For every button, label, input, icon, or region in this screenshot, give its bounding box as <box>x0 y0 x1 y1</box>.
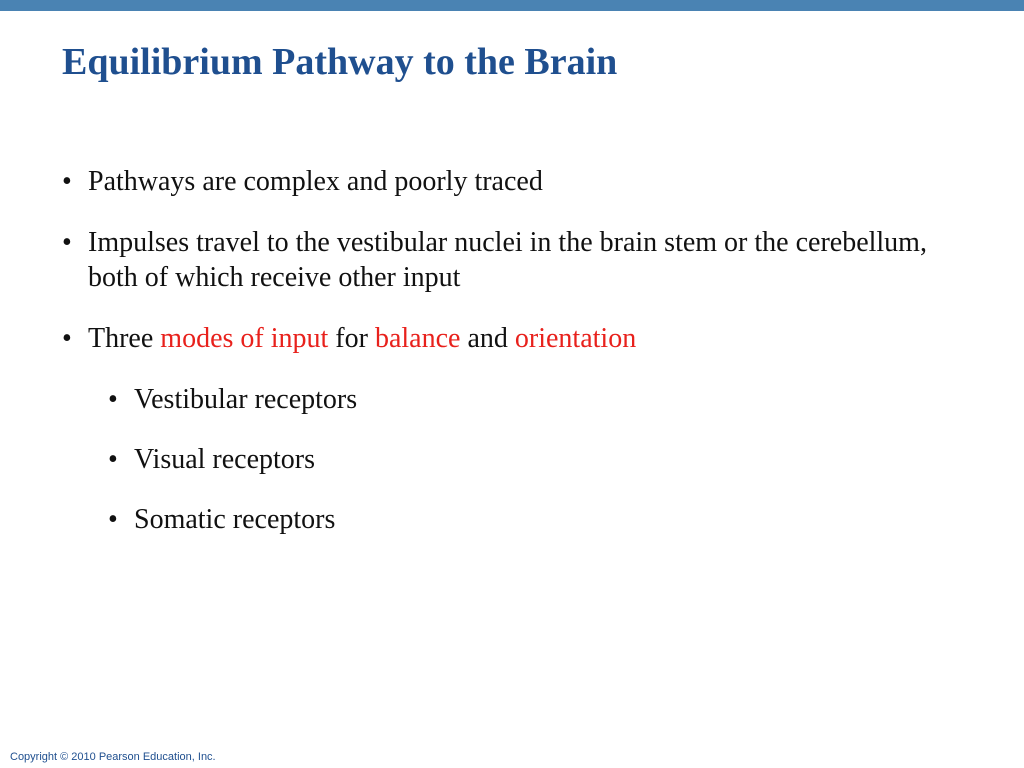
bullet-text: Impulses travel to the vestibular nuclei in the brain stem or the cerebellum, both of which receive other input <box>88 227 927 293</box>
bullet-text-plain: for <box>328 323 375 354</box>
sub-bullet-item <box>108 382 962 417</box>
highlight-orientation: orientation <box>514 323 637 354</box>
bullet-item <box>62 321 962 356</box>
slide-title: Equilibrium Pathway to the Brain <box>62 41 618 83</box>
bullet-text-plain: Three <box>88 323 161 354</box>
bullet-text-plain: and <box>460 323 515 354</box>
bullet-item <box>62 164 962 199</box>
highlight-modes-of-input: modes of input <box>160 323 329 354</box>
copyright-notice: Copyright © 2010 Pearson Education, Inc. <box>10 751 216 763</box>
bullet-dot: • <box>62 323 72 354</box>
bullet-text: Pathways are complex and poorly traced <box>88 166 543 197</box>
bullet-dot: • <box>108 384 118 415</box>
bullet-list <box>62 164 962 562</box>
bullet-item <box>62 225 962 295</box>
sub-bullet-text: Vestibular receptors <box>134 384 358 415</box>
sub-bullet-item <box>108 502 962 537</box>
bullet-text <box>88 323 636 354</box>
sub-bullet-text: Visual receptors <box>134 444 316 475</box>
top-accent-bar <box>0 0 1024 11</box>
bullet-dot: • <box>62 227 72 258</box>
sub-bullet-item <box>108 442 962 477</box>
sub-bullet-text: Somatic receptors <box>134 504 336 535</box>
bullet-dot: • <box>62 166 72 197</box>
highlight-balance: balance <box>374 323 461 354</box>
bullet-dot: • <box>108 444 118 475</box>
bullet-dot: • <box>108 504 118 535</box>
